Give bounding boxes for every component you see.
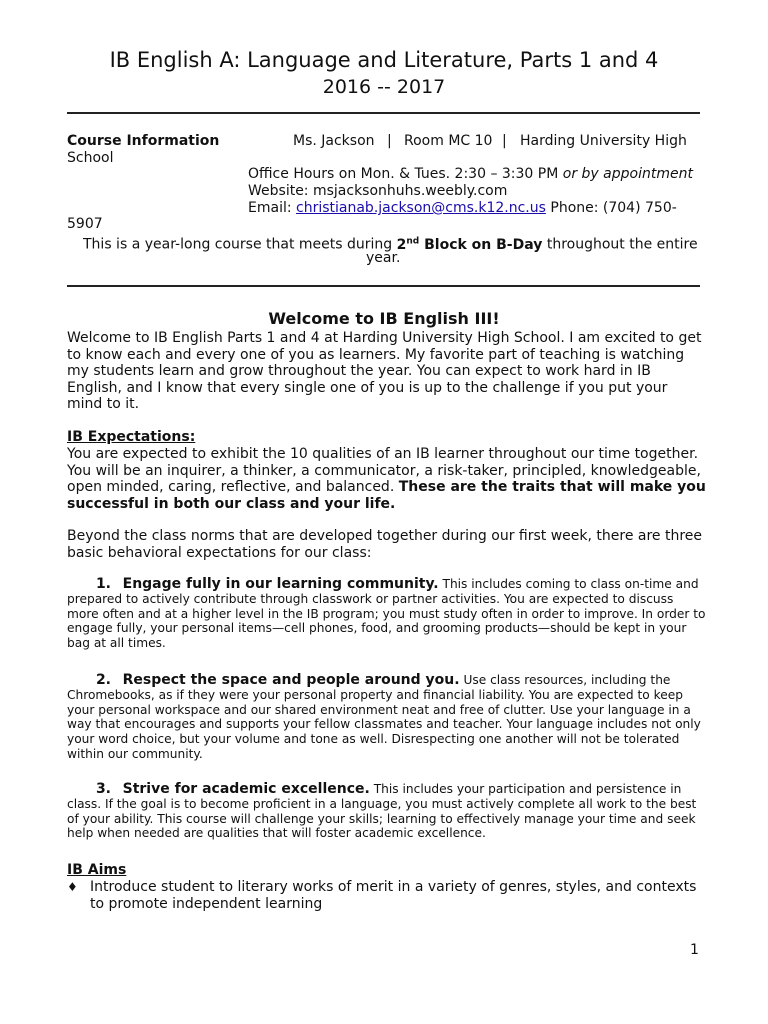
separator: | — [502, 133, 507, 149]
teacher-name: Ms. Jackson — [293, 133, 375, 149]
item-text: This includes coming to class on-time and prepared to actively contribute through classwork or partner activities. You are expected to discuss more often and at a higher level in the IB program; you must study often in order to improve. In order to engage fully, your personal items—cell phones, food, and grooming products—should be kept in your bag at all times. — [67, 577, 706, 651]
item-number: 2. — [95, 672, 111, 688]
phone-number-continued: 5907 — [67, 216, 103, 232]
item-title: Strive for academic excellence. — [122, 781, 370, 797]
email-line — [248, 200, 677, 217]
meeting-info-end: year. — [366, 250, 401, 266]
item-title: Respect the space and people around you. — [122, 672, 460, 688]
office-hours-appointment: or by appointment — [562, 166, 693, 182]
page-number: 1 — [690, 942, 699, 958]
meeting-text: This is a year-long course that meets during — [83, 236, 393, 253]
meeting-block: 2nd Block on B-Day — [396, 236, 543, 253]
item-text: Use class resources, including the Chromebooks, as if they were your personal property and financial liability. You are expected to keep your personal workspace and our shared environment neat and free of clutter. Use your language in a way that encourages and supports your fellow classmates and teacher. Your language includes not only your word choice, but your volume and tone as well. Disrespecting one another will not be tolerated within our community. — [67, 673, 701, 761]
room-number: Room MC 10 — [404, 133, 493, 149]
expectations-intro: Beyond the class norms that are developed together during our first week, there are three basic behavioral expectations for our class: — [67, 528, 703, 561]
email-label: Email: — [248, 200, 292, 216]
item-number: 3. — [95, 781, 111, 797]
website: Website: msjacksonhuhs.weebly.com — [248, 183, 508, 199]
office-hours-text: Office Hours on Mon. & Tues. 2:30 – 3:30 PM — [248, 166, 559, 182]
school-name: Harding University High — [520, 133, 687, 149]
email-link[interactable]: christianab.jackson@cms.k12.nc.us — [296, 200, 546, 216]
divider-top — [67, 112, 700, 114]
school-year: 2016 -- 2017 — [322, 76, 446, 98]
expectations-paragraph: You are expected to exhibit the 10 qualities of an IB learner throughout our time together. You will be an inquirer, a thinker, a communicator, a risk-taker, principled, knowledgeable, open minded, caring, reflective, and balanced. These are the traits that will make you successful in both our class and your life. — [67, 446, 706, 512]
course-info-label: Course Information — [67, 133, 220, 149]
aims-heading: IB Aims — [67, 862, 127, 878]
school-name-continued: School — [67, 150, 114, 166]
document-title: IB English A: Language and Literature, Parts 1 and 4 — [109, 48, 659, 72]
separator: | — [387, 133, 392, 149]
bullet-icon: ♦ — [67, 880, 78, 894]
expectation-item — [67, 673, 707, 762]
meeting-text-end: throughout the entire — [546, 236, 698, 253]
expectation-item — [67, 782, 707, 841]
item-text: This includes your participation and persistence in class. If the goal is to become proficient in a language, you must actively complete all work to the best of your ability. This course will challenge your skills; learning to effectively manage your time and seek help when needed are qualities that will foster academic excellence. — [67, 782, 697, 841]
expectations-heading: IB Expectations: — [67, 429, 196, 445]
aims-list-item: Introduce student to literary works of merit in a variety of genres, styles, and contexts to promote independent learning — [90, 879, 697, 912]
office-hours — [248, 166, 693, 183]
welcome-paragraph: Welcome to IB English Parts 1 and 4 at Harding University High School. I am excited to get to know each and every one of you as learners. My favorite part of teaching is watching my students learn and grow throughout the year. You can expect to work hard in IB English, and I know that every single one of you is up to the challenge if you put your mind to it. — [67, 330, 702, 412]
divider-middle — [67, 285, 700, 287]
item-title: Engage fully in our learning community. — [122, 576, 439, 592]
item-number: 1. — [95, 576, 111, 592]
phone-number: Phone: (704) 750- — [550, 200, 677, 216]
welcome-heading: Welcome to IB English III! — [268, 309, 500, 328]
expectation-item — [67, 577, 707, 651]
